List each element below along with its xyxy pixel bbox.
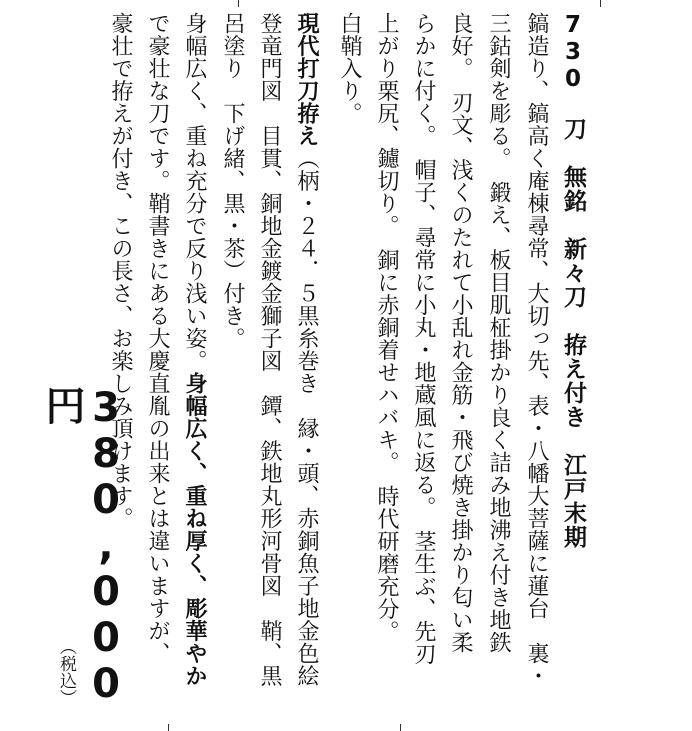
description-line: 白鞘入り。: [337, 12, 362, 125]
description-line: 良好。 刃文、浅くのたれて小乱れ金筋・飛び焼き掛かり匂い柔: [448, 12, 473, 654]
mount-detail: （柄・２４．５黒糸巻き 縁・頭、赤銅魚子地金色絵: [294, 147, 319, 687]
scan-mark: [238, 0, 239, 7]
description-line: らかに付く。 帽子、尋常に小丸・地蔵風に返る。 茎生ぶ、先刃: [411, 12, 436, 665]
description-line: 鎬造り、鎬高く庵棟尋常、大切っ先、表・八幡大菩薩に蓮台 裏・: [524, 12, 549, 687]
comment-line: [179, 12, 210, 687]
mount-line: 呂塗り 下げ緒、黒・茶）付き。: [220, 12, 245, 350]
comment-text: 身幅広く、重ね充分で反り浅い姿。: [182, 12, 207, 372]
scan-mark: [400, 724, 401, 731]
description-line: 三鈷剣を彫る。 鍛え、板目肌柾掛かり良く詰み地沸え付き地鉄: [486, 12, 511, 654]
item-title: 730 刀 無銘 新々刀 拵え付き 江戸末期: [560, 12, 586, 549]
mount-heading: 現代打刀拵え: [294, 12, 319, 147]
price: 380,000円: [39, 385, 129, 707]
scan-mark: [600, 0, 601, 7]
mount-line: 登竜門図 目貫、銅地金鍍金獅子図 鐔、鉄地丸形河骨図 鞘、黒: [257, 12, 282, 687]
tax-note: （税込）: [56, 638, 76, 706]
comment-line: で豪壮な刀です。鞘書きにある大慶直胤の出来とは違いますが、: [145, 12, 170, 665]
comment-line: 豪壮で拵えが付き、この長さ、お楽しみ頂けます。: [108, 12, 133, 530]
scan-mark: [168, 724, 169, 731]
mount-description: [291, 12, 322, 687]
description-line: 上がり栗尻、鑢切り。 銅に赤銅着せハバキ。 時代研磨充分。: [374, 12, 399, 643]
comment-emphasis: 身幅広く、重ね厚く、彫華やか: [182, 372, 207, 687]
